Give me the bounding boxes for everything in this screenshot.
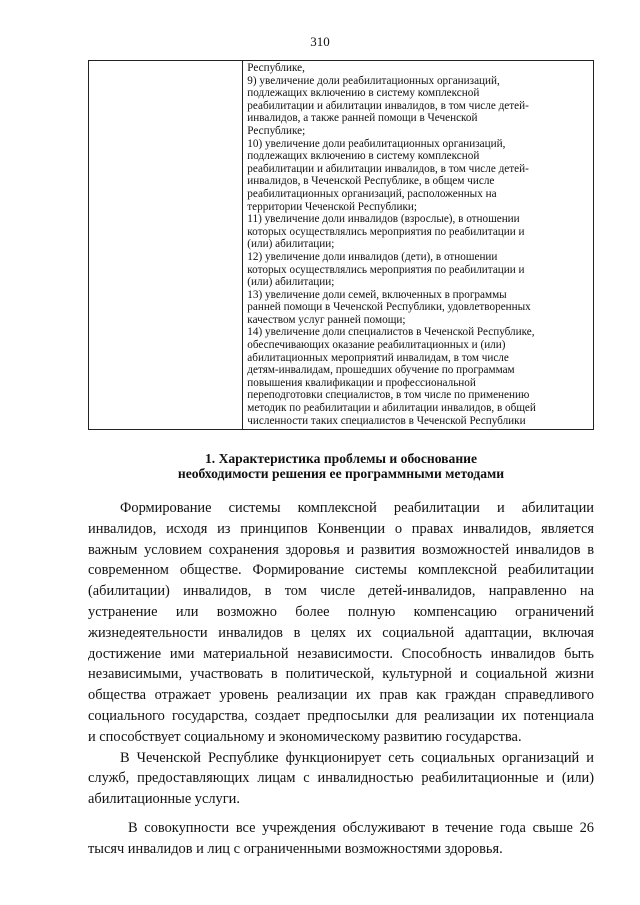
paragraph-line: инвалидов, исходя из принципов Конвенции о правах инвалидов, является (88, 520, 594, 537)
paragraph-line: важным условием сохранения здоровья и развития возможностей инвалидов в (88, 541, 594, 558)
table-line: методик по реабилитации и абилитации инвалидов, в общей (247, 402, 536, 415)
table-line: Республике, (247, 62, 305, 74)
paragraph-line: достижение ими материальной независимости. Способность инвалидов быть (88, 645, 594, 662)
paragraph (88, 818, 594, 860)
table-line: которых осуществлялись мероприятия по реабилитации и (247, 263, 525, 276)
table-line: абилитационных мероприятий инвалидам, в том числе (247, 351, 509, 364)
table-line: детям-инвалидам, прошедших обучение по программам (247, 364, 515, 377)
table-line: (или) абилитации; (247, 238, 335, 251)
body-text (88, 498, 594, 860)
paragraph-line: (абилитации) инвалидов, в том числе детей-инвалидов, направленно на (88, 583, 594, 600)
table-line: подлежащих включению в систему комплексной (247, 150, 480, 163)
paragraph-line: В совокупности все учреждения обслуживают в течение года свыше 26 (128, 819, 594, 836)
section-heading (88, 451, 594, 481)
paragraph-line: социального государства, создает предпосылки для реализации их потенциала (88, 707, 594, 724)
table-line: численности таких специалистов в Чеченской Республики (247, 414, 526, 427)
paragraph-line: тысяч инвалидов и лиц с ограниченными возможностями здоровья. (88, 840, 503, 857)
table-line: Республике; (247, 124, 306, 137)
table-line: качеством услуг ранней помощи; (247, 313, 406, 326)
paragraph-line: общества отражает уровень реализации их прав как граждан справедливого (88, 687, 594, 704)
paragraph-line: жизнедеятельности инвалидов в целях их социальной адаптации, включая (88, 624, 594, 641)
table-line: реабилитационных организаций, расположенных на (247, 187, 497, 200)
paragraph-line: современном обществе. Формирование системы комплексной реабилитации (88, 562, 594, 579)
table-line: территории Чеченской Республики; (247, 200, 418, 213)
paragraph-line: абилитационные услуги. (88, 791, 240, 808)
table-line: инвалидов, а также ранней помощи в Чеченской (247, 112, 478, 125)
table-line: 12) увеличение доли инвалидов (дети), в отношении (247, 250, 498, 263)
paragraph-line: устранение или возможно более полную компенсацию ограничений (88, 603, 594, 620)
table-line: реабилитации и абилитации инвалидов, в том числе детей- (247, 162, 529, 175)
section-heading-line: 1. Характеристика проблемы и обоснование (204, 451, 478, 466)
table-line: 9) увеличение доли реабилитационных организаций, (247, 74, 500, 87)
table-line: переподготовки специалистов, в том числе по применению (247, 389, 530, 402)
table-line: подлежащих включению в систему комплексной (247, 87, 480, 100)
table-line: 14) увеличение доли специалистов в Чеченской Республике, (247, 326, 535, 339)
section-heading-line: необходимости решения ее программными методами (177, 466, 505, 481)
table-right-cell (243, 61, 594, 430)
paragraph-line: и способствует социальному и экономическому развитию государства. (88, 728, 522, 745)
table-line: 11) увеличение доли инвалидов (взрослые), в отношении (247, 213, 520, 226)
table-line: инвалидов, в Чеченской Республике, в общем числе (247, 175, 495, 188)
table-line: реабилитации и абилитации инвалидов, в том числе детей- (247, 99, 529, 112)
table-line: повышения квалификации и профессиональной (247, 376, 476, 389)
table-line: которых осуществлялись мероприятия по реабилитации и (247, 225, 525, 238)
page-number: 310 (310, 34, 330, 49)
table-line: 13) увеличение доли семей, включенных в программы (247, 288, 507, 301)
indicators-table (88, 60, 594, 430)
paragraph-line: В Чеченской Республике функционирует сеть социальных организаций и (120, 749, 594, 766)
table-line: 10) увеличение доли реабилитационных организаций, (247, 137, 506, 150)
table-left-cell (89, 61, 243, 430)
table-row (89, 61, 594, 430)
paragraph (88, 498, 594, 748)
paragraph-line: служб, предоставляющих лицам с инвалидностью реабилитационные и (или) (88, 770, 594, 787)
paragraph-line: независимыми, участвовать в политической, культурной и социальной жизни (88, 666, 594, 683)
table-line: ранней помощи в Чеченской Республики, удовлетворенных (247, 301, 531, 314)
table-line: обеспечивающих оказание реабилитационных и (или) (247, 339, 506, 352)
paragraph-line: Формирование системы комплексной реабилитации и абилитации (120, 500, 594, 516)
paragraph (88, 748, 594, 810)
table-line: (или) абилитации; (247, 276, 335, 289)
